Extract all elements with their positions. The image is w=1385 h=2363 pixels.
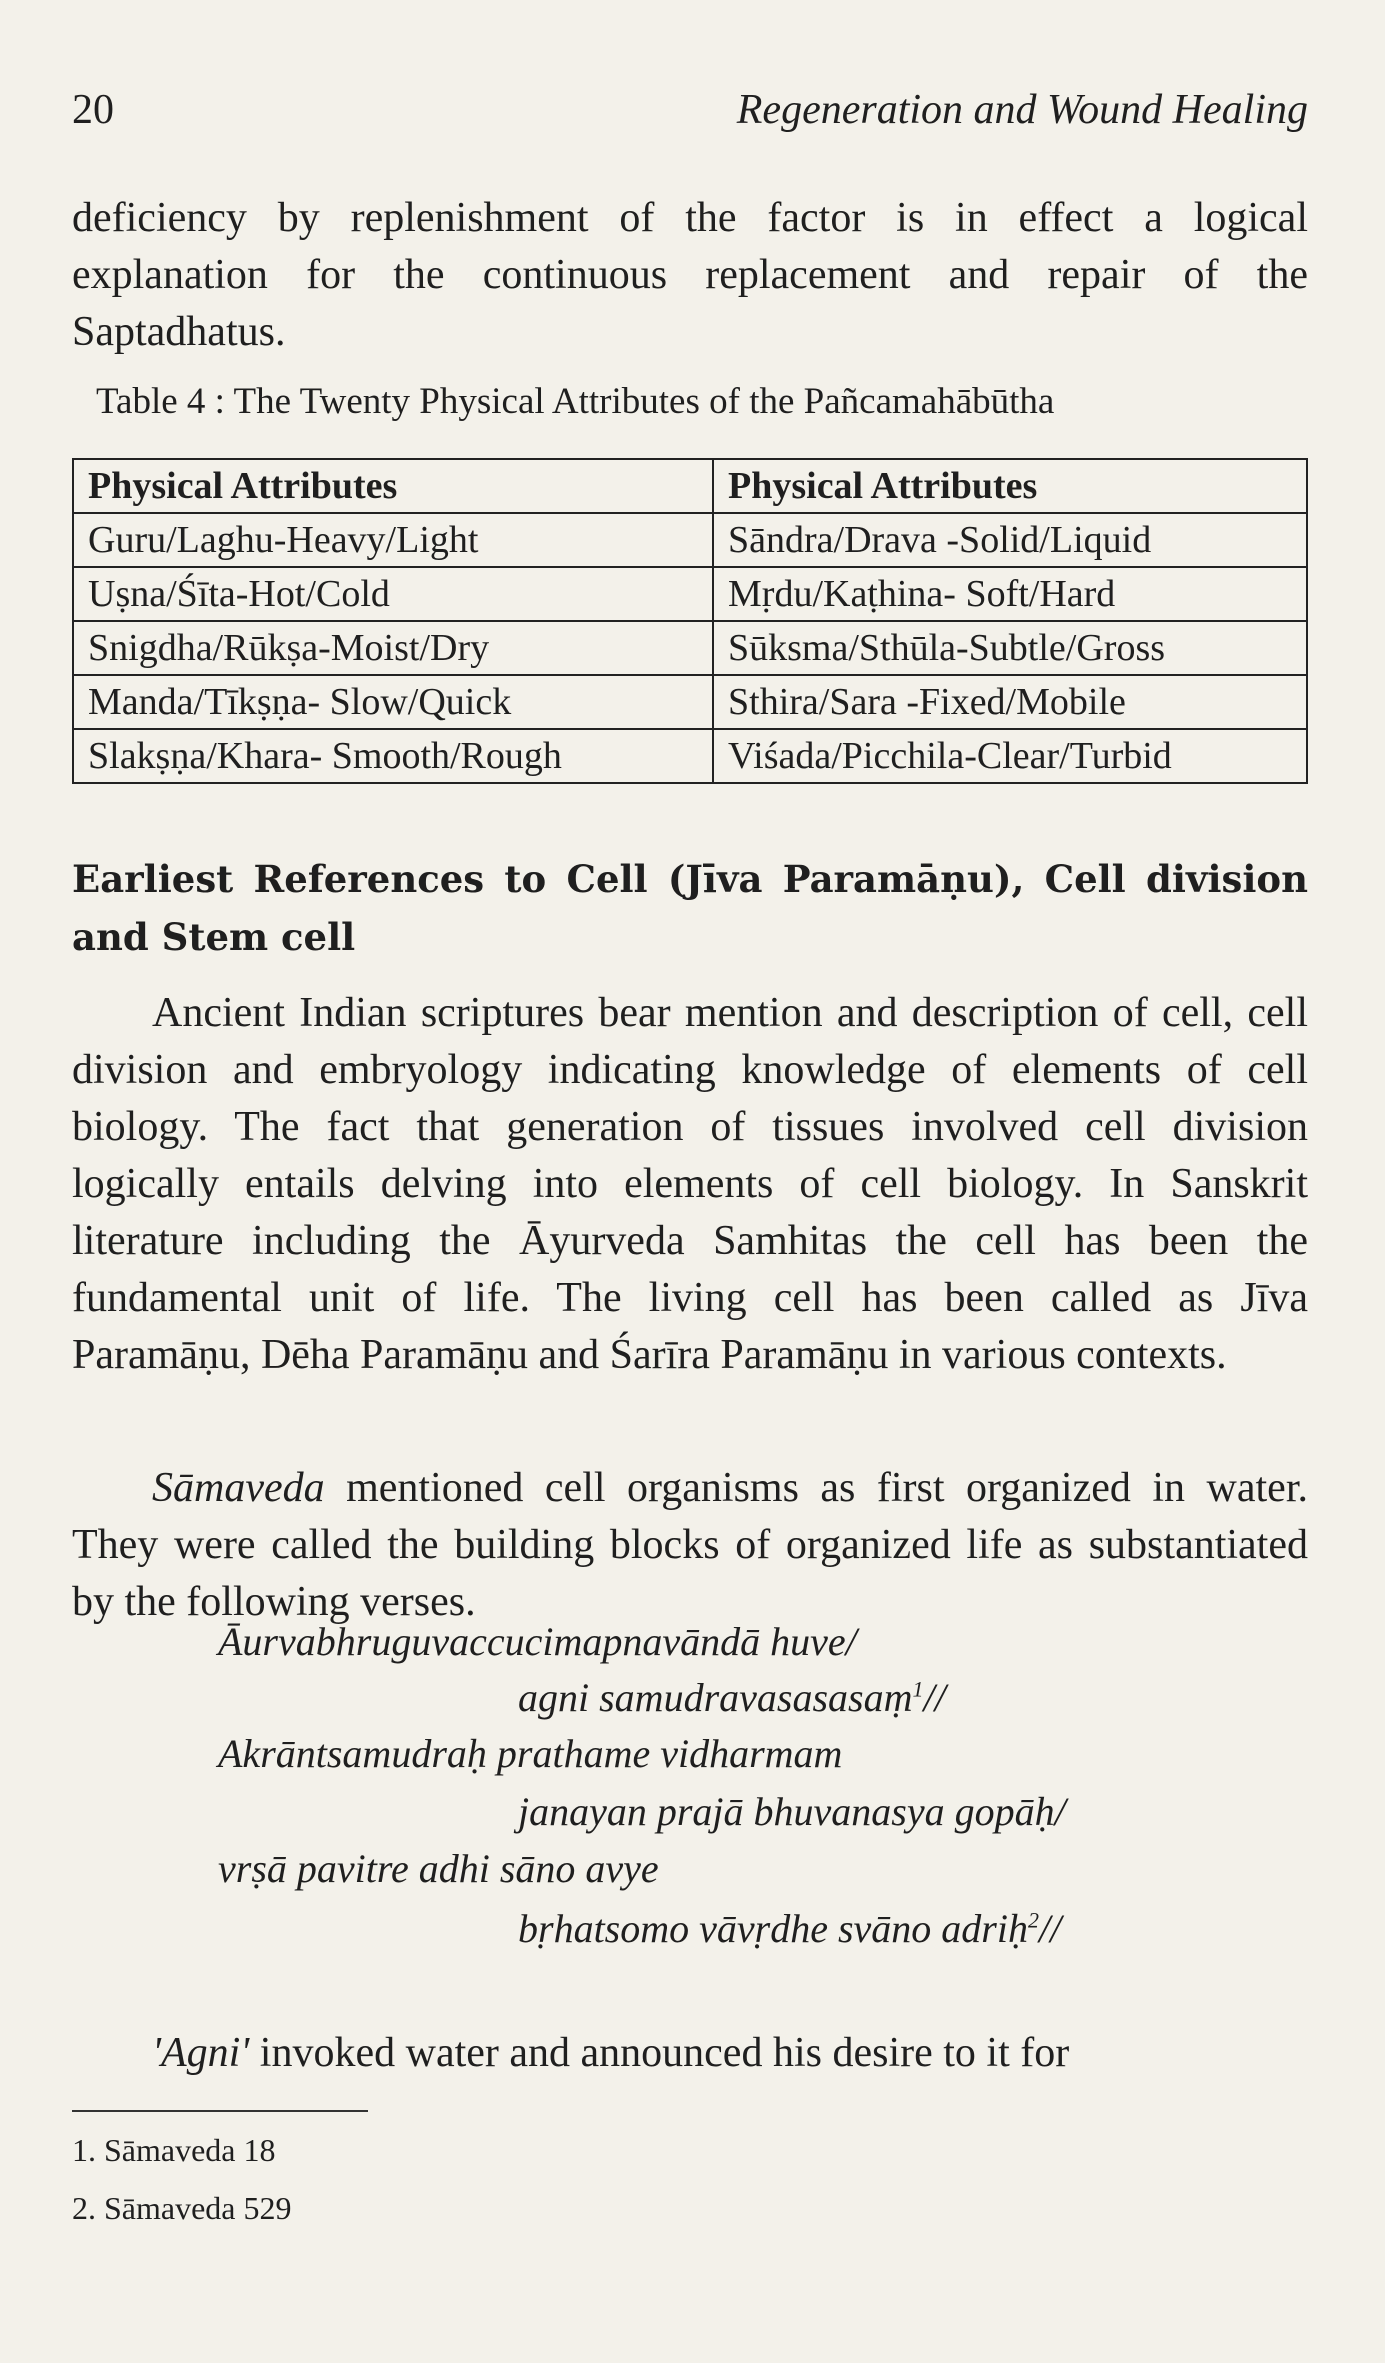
table-caption: Table 4 : The Twenty Physical Attributes of the Pañcamahābūtha [96,381,1055,422]
paragraph-text: mentioned cell organisms as first organized in water. They were called the building blocks of organized life as substantiated by the following verses. [72,1465,1308,1625]
paragraph-text: invoked water and announced his desire to it for [249,2030,1070,2076]
table-cell: Viśada/Picchila-Clear/Turbid [713,729,1307,783]
running-title: Regeneration and Wound Healing [736,87,1308,133]
table-cell: Slakṣṇa/Khara- Smooth/Rough [73,729,713,783]
page-number: 20 [72,87,114,133]
italic-lead: Sāmaveda [152,1465,325,1511]
table-row [73,567,1307,621]
footnote-ref: 1 [912,1676,924,1702]
verse-text: bṛhatsomo vāvṛdhe svāno adriḥ [518,1906,1028,1951]
table-row [73,513,1307,567]
italic-lead: 'Agni' [152,2030,250,2076]
page-header [72,86,1308,146]
verse-end: // [923,1675,946,1720]
column-header: Physical Attributes [713,459,1307,513]
paragraph-agni [72,2025,1308,2082]
verse-line: Āurvabhruguvaccucimapnavāndā huve/ [218,1619,857,1664]
paragraph-cell-biology: Ancient Indian scriptures bear mention and description of cell, cell division and embryology indicating knowledge of elements of cell biology. The fact that generation of tissues involved cell division logically entails delving into elements of cell biology. In Sanskrit literature including the Āyurveda Samhitas the cell has been the fundamental unit of life. The living cell has been called as Jīva Paramāṇu, Dēha Paramāṇu and Śarīra Paramāṇu in various contexts. [72,990,1308,1378]
verse-line [518,1905,1061,1952]
table-cell: Snigdha/Rūkṣa-Moist/Dry [73,621,713,675]
footnote-divider [72,2110,368,2112]
verse-line: janayan prajā bhuvanasya gopāḥ/ [518,1789,1066,1834]
table-row [73,621,1307,675]
table-header-row [73,459,1307,513]
table-cell: Guru/Laghu-Heavy/Light [73,513,713,567]
paragraph-samaveda [72,1460,1308,1631]
verse-line: Akrāntsamudraḥ prathame vidharmam [218,1731,843,1776]
table-cell: Sūksma/Sthūla-Subtle/Gross [713,621,1307,675]
verse-end: // [1038,1906,1062,1951]
column-header: Physical Attributes [73,459,713,513]
footnote: 2. Sāmaveda 529 [72,2190,292,2226]
table-row [73,729,1307,783]
verse-line [518,1674,946,1721]
table-cell: Sthira/Sara -Fixed/Mobile [713,675,1307,729]
table-cell: Mṛdu/Kaṭhina- Soft/Hard [713,567,1307,621]
footnote-ref: 2 [1027,1907,1039,1933]
section-heading: Earliest References to Cell (Jīva Paramāṇu), Cell division and Stem cell [72,857,1308,959]
table-cell: Uṣna/Śīta-Hot/Cold [73,567,713,621]
verse-text: agni samudravasasasaṃ [518,1675,913,1720]
table-row [73,675,1307,729]
attributes-table [72,458,1308,784]
verse-line: vrṣā pavitre adhi sāno avye [218,1846,659,1891]
table-cell: Sāndra/Drava -Solid/Liquid [713,513,1307,567]
intro-paragraph: deficiency by replenishment of the factor is in effect a logical explanation for the continuous replacement and repair of the Saptadhatus. [72,195,1308,355]
table-cell: Manda/Tīkṣṇa- Slow/Quick [73,675,713,729]
footnote: 1. Sāmaveda 18 [72,2132,276,2168]
